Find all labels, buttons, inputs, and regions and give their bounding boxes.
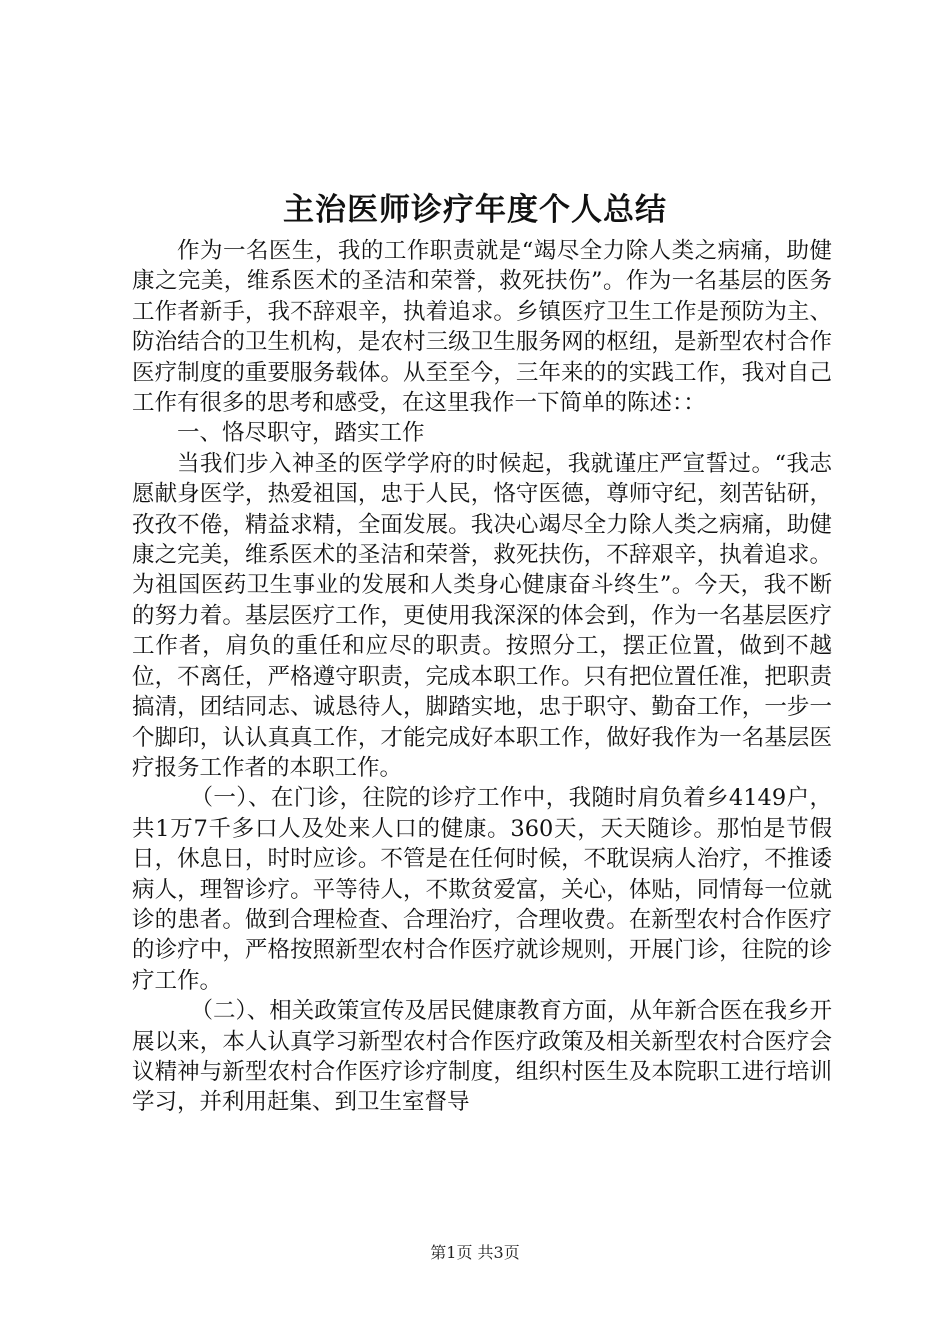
paragraph-intro: 作为一名医生，我的工作职责就是“竭尽全力除人类之病痛，助健康之完美，维系医术的圣洁和荣誉，救死扶伤”。作为一名基层的医务工作者新手，我不辞艰辛，执着追求。乡镇医疗卫生工作是预防为主、防治结合的卫生机构，是农村三级卫生服务网的枢纽，是新型农村合作医疗制度的重要服务载体。从至至今，三年来的的实践工作，我对自己工作有很多的思考和感受，在这里我作一下简单的陈述：： xyxy=(132,238,832,417)
document-body xyxy=(132,236,832,1118)
page-footer: 第1页 共3页 xyxy=(430,1243,520,1262)
page-title: 主治医师诊疗年度个人总结 xyxy=(283,192,667,228)
section-heading: 一、恪尽职守，踏实工作 xyxy=(177,420,425,447)
paragraph-outpatient: （一）、在门诊，往院的诊疗工作中，我随时肩负着乡4149户，共1万7千多口人及处来人口的健康。360天，天天随诊。那怕是节假日，休息日，时时应诊。不管是在任何时候，不耽误病人治疗，不推诿病人，理智诊疗。平等待人，不欺贫爱富，关心，体贴，同情每一位就诊的患者。做到合理检查、合理治疗，合理收费。在新型农村合作医疗的诊疗中，严格按照新型农村合作医疗就诊规则，开展门诊，往院的诊疗工作。 xyxy=(132,785,832,994)
paragraph-oath: 当我们步入神圣的医学学府的时候起，我就谨庄严宣誓过。“我志愿献身医学，热爱祖国，忠于人民，恪守医德，尊师守纪，刻苦钻研，孜孜不倦，精益求精，全面发展。我决心竭尽全力除人类之病痛，助健康之完美，维系医术的圣洁和荣誉，救死扶伤，不辞艰辛，执着追求。为祖国医药卫生事业的发展和人类身心健康奋斗终生”。今天，我不断的努力着。基层医疗工作，更使用我深深的体会到，作为一名基层医疗工作者，肩负的重任和应尽的职责。按照分工，摆正位置，做到不越位，不离任，严格遵守职责，完成本职工作。只有把位置任准，把职责搞清，团结同志、诚恳待人，脚踏实地，忠于职守、勤奋工作，一步一个脚印，认认真真工作，才能完成好本职工作，做好我作为一名基层医疗报务工作者的本职工作。 xyxy=(132,450,832,781)
paragraph-policy: （二）、相关政策宣传及居民健康教育方面，从年新合医在我乡开展以来，本人认真学习新型农村合作医疗政策及相关新型农村合医疗会议精神与新型农村合作医疗诊疗制度，组织村医生及本院职工进行培训学习，并利用赶集、到卫生室督导 xyxy=(132,998,832,1116)
